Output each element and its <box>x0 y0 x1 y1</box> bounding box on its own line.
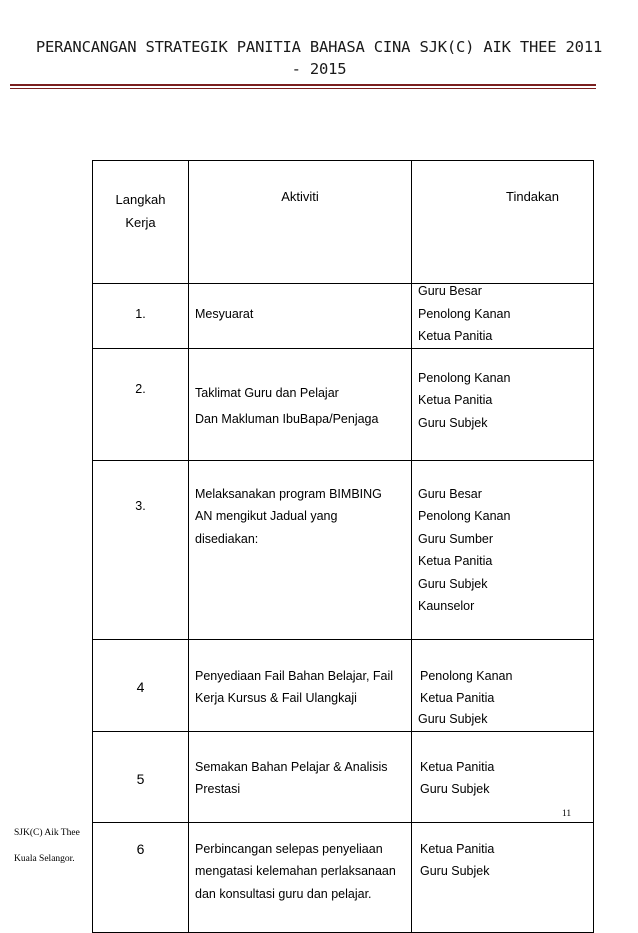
aktiviti-cell: Penyediaan Fail Bahan Belajar, Fail Kerja Kursus & Fail Ulangkaji <box>189 639 412 731</box>
langkah-cell: 6 <box>93 822 189 932</box>
aktiviti-cell: Semakan Bahan Pelajar & Analisis Prestasi <box>189 731 412 822</box>
langkah-cell: 3. <box>93 460 189 639</box>
header-title-line1: PERANCANGAN STRATEGIK PANITIA BAHASA CINA SJK(C) AIK THEE 2011 <box>35 38 603 56</box>
page-header-title <box>20 36 618 80</box>
tindakan-cell: Penolong Kanan Ketua Panitia Guru Subjek <box>412 639 594 731</box>
table-row <box>93 348 594 460</box>
langkah-cell: 5 <box>93 731 189 822</box>
tindakan-cell: Ketua Panitia Guru Subjek <box>412 731 594 822</box>
header-aktiviti: Aktiviti <box>189 161 412 284</box>
header-divider-thin <box>10 88 596 89</box>
langkah-cell: 2. <box>93 348 189 460</box>
table-header-row <box>93 161 594 284</box>
tindakan-cell: Guru Besar Penolong Kanan Ketua Panitia <box>412 284 594 349</box>
footer-school-name: SJK(C) Aik Thee <box>14 828 80 838</box>
strategic-plan-table <box>92 160 594 933</box>
header-divider <box>10 84 596 86</box>
table-row <box>93 639 594 731</box>
header-tindakan: Tindakan <box>412 161 594 284</box>
aktiviti-cell: Perbincangan selepas penyeliaan mengatasi kelemahan perlaksanaan dan konsultasi guru dan pelajar. <box>189 822 412 932</box>
school-footer <box>14 820 80 872</box>
table-row <box>93 822 594 932</box>
langkah-cell: 4 <box>93 639 189 731</box>
tindakan-cell: Ketua Panitia Guru Subjek <box>412 822 594 932</box>
aktiviti-cell: Melaksanakan program BIMBING AN mengikut Jadual yang disediakan: <box>189 460 412 639</box>
langkah-cell: 1. <box>93 284 189 349</box>
aktiviti-cell: Mesyuarat <box>189 284 412 349</box>
tindakan-cell: Penolong Kanan Ketua Panitia Guru Subjek <box>412 348 594 460</box>
table-row <box>93 284 594 349</box>
footer-school-location: Kuala Selangor. <box>14 854 75 864</box>
tindakan-cell: Guru Besar Penolong Kanan Guru Sumber Ketua Panitia Guru Subjek Kaunselor <box>412 460 594 639</box>
table-row <box>93 731 594 822</box>
page-number: 11 <box>562 809 572 819</box>
table-row <box>93 460 594 639</box>
header-langkah-kerja: Langkah Kerja <box>93 161 189 284</box>
aktiviti-cell: Taklimat Guru dan Pelajar Dan Makluman IbuBapa/Penjaga <box>189 348 412 460</box>
header-title-line2: - 2015 <box>291 60 347 78</box>
